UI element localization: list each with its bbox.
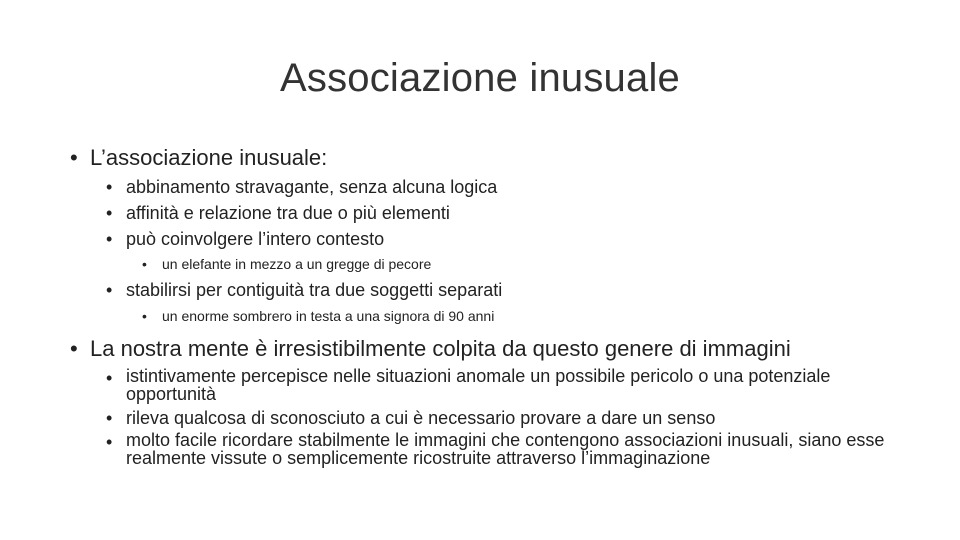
bullet-icon: • [142,256,147,272]
bullet-icon: • [106,432,113,452]
bullet-item-level3 [142,255,910,273]
bullet-text: molto facile ricordare stabilmente le immagini che contengono associazioni inusuali, siano esse realmente vissute o semplicemente ricostruite attraverso l’immaginazione [126,430,885,468]
bullet-text: abbinamento stravagante, senza alcuna logica [126,177,498,197]
slide-title: Associazione inusuale [279,56,680,100]
bullet-item-level2 [106,407,910,429]
bullet-icon: • [106,368,113,388]
bullet-text: affinità e relazione tra due o più elementi [126,203,450,223]
bullet-item-level2 [106,228,910,250]
bullet-text: stabilirsi per contiguità tra due soggetti separati [126,280,503,300]
bullet-text: L’associazione inusuale: [90,145,328,170]
bullet-icon: • [106,177,113,197]
bullet-text: La nostra mente è irresistibilmente colpita da questo genere di immagini [90,336,791,361]
bullet-item-level2 [106,202,910,224]
bullet-item-level2 [106,279,910,301]
bullet-text: rileva qualcosa di sconosciuto a cui è necessario provare a dare un senso [126,408,716,428]
bullet-item-level2 [106,176,910,198]
bullet-item-level1 [70,335,910,363]
bullet-icon: • [70,336,78,361]
bullet-text: istintivamente percepisce nelle situazioni anomale un possibile pericolo o una potenziale opportunità [126,366,831,404]
bullet-icon: • [106,229,113,249]
bullet-icon: • [106,203,113,223]
bullet-icon: • [106,408,113,428]
bullet-item-level2 [106,367,910,403]
bullet-icon: • [70,145,78,170]
bullet-text: un enorme sombrero in testa a una signora di 90 anni [162,308,495,324]
bullet-icon: • [142,308,147,324]
slide-body [70,144,910,467]
bullet-item-level3 [142,307,910,325]
bullet-text: può coinvolgere l’intero contesto [126,229,385,249]
bullet-icon: • [106,280,113,300]
bullet-item-level2 [106,431,910,467]
bullet-text: un elefante in mezzo a un gregge di pecore [162,256,432,272]
bullet-item-level1 [70,144,910,172]
